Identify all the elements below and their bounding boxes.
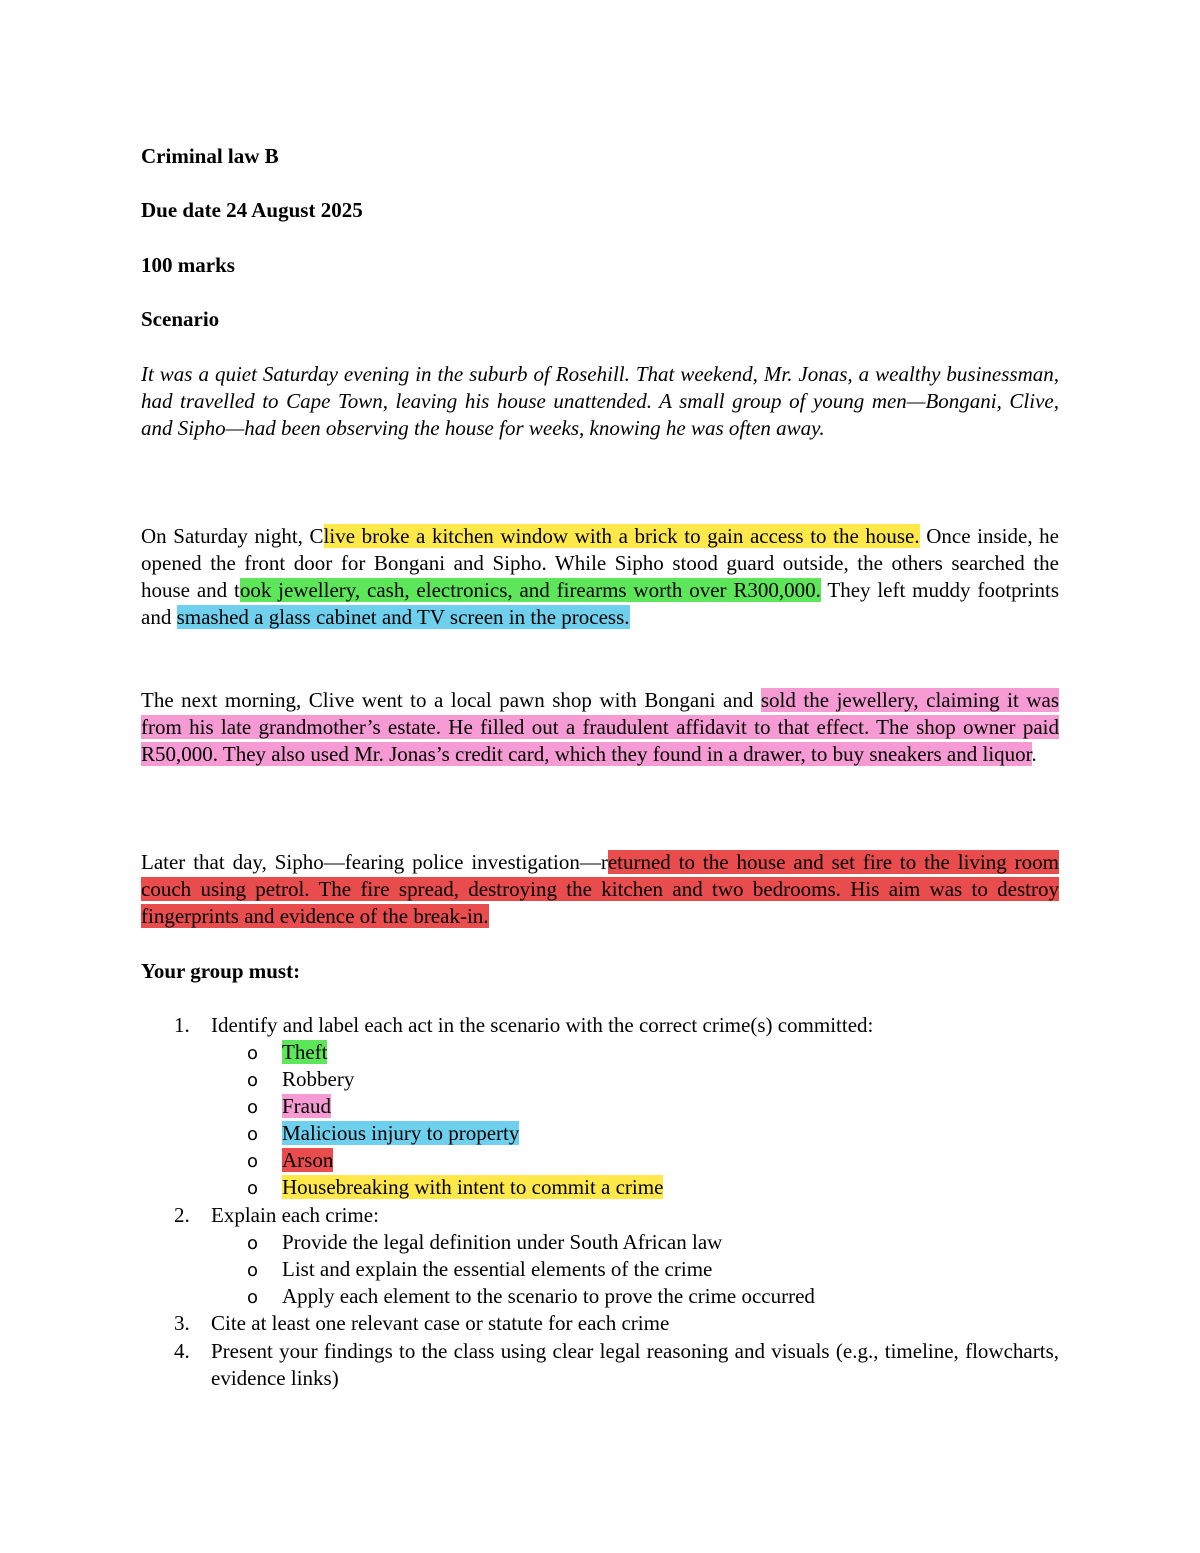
highlight-arson: eturned to the house and set fire to the living room couch using petrol. The fire spread, destroying the kitchen and two bedrooms. His aim was to destroy fingerprints and evidence of the break-in.: [141, 850, 1059, 928]
p3-text-1: Later that day, Sipho—fearing police investigation—r: [141, 850, 608, 874]
highlight-fraud: sold the jewellery, claiming it was from his late grandmother’s estate. He filled out a fraudulent affidavit to that effect. The shop owner paid R50,000. They also used Mr. Jonas’s credit card, which they found in a drawer, to buy sneakers and liquor: [141, 688, 1059, 766]
bullet-icon: o: [247, 1287, 259, 1308]
subtask-apply: Apply each element to the scenario to prove the crime occurred: [282, 1284, 815, 1308]
scenario-intro: It was a quiet Saturday evening in the suburb of Rosehill. That weekend, Mr. Jonas, a wealthy businessman, had travelled to Cape Town, leaving his house unattended. A small group of young men—Bongani, Clive, and Sipho—had been observing the house for weeks, knowing he was often away.: [141, 362, 1059, 440]
subtask-elements: List and explain the essential elements of the crime: [282, 1257, 713, 1281]
highlight-malicious-injury: smashed a glass cabinet and TV screen in the process.: [176, 605, 630, 629]
bullet-icon: o: [247, 1070, 259, 1091]
bullet-icon: o: [247, 1260, 259, 1281]
bullet-icon: o: [247, 1097, 259, 1118]
bullet-icon: o: [247, 1124, 259, 1145]
bullet-icon: o: [247, 1178, 259, 1199]
paragraph-pawn-shop: [141, 687, 1059, 768]
list-number: 1.: [174, 1013, 190, 1037]
tasks-heading: Your group must:: [141, 959, 301, 983]
bullet-icon: o: [247, 1151, 259, 1172]
crime-theft: Theft: [282, 1040, 328, 1064]
list-number: 3.: [174, 1311, 190, 1335]
bullet-icon: o: [247, 1043, 259, 1064]
bullet-icon: o: [247, 1233, 259, 1254]
p1-text-2: Once inside, he opened the front door for Bongani and Sipho. While Sipho stood guard outside, the others searched the house and t: [141, 524, 1059, 602]
crime-arson: Arson: [282, 1148, 334, 1172]
list-number: 2.: [174, 1203, 190, 1227]
p2-text-1: The next morning, Clive went to a local pawn shop with Bongani and: [141, 688, 761, 712]
total-marks: 100 marks: [141, 253, 235, 277]
p1-text-1: On Saturday night, C: [141, 524, 324, 548]
task-present: Present your findings to the class using clear legal reasoning and visuals (e.g., timeline, flowcharts, evidence links): [211, 1339, 1059, 1390]
subtask-definition: Provide the legal definition under South African law: [282, 1230, 723, 1254]
highlight-housebreaking: live broke a kitchen window with a brick to gain access to the house.: [323, 524, 920, 548]
list-number: 4.: [174, 1339, 190, 1363]
crime-robbery: Robbery: [282, 1067, 355, 1091]
task-identify: Identify and label each act in the scenario with the correct crime(s) committed:: [211, 1013, 874, 1037]
scenario-heading: Scenario: [141, 307, 220, 331]
paragraph-arson: [141, 849, 1059, 930]
crime-housebreaking: Housebreaking with intent to commit a crime: [282, 1175, 664, 1199]
paragraph-break-in: [141, 523, 1059, 631]
course-title: Criminal law B: [141, 144, 279, 168]
highlight-theft: ook jewellery, cash, electronics, and firearms worth over R300,000.: [239, 578, 821, 602]
crime-malicious-injury: Malicious injury to property: [282, 1121, 520, 1145]
due-date: Due date 24 August 2025: [141, 198, 363, 222]
task-cite: Cite at least one relevant case or statute for each crime: [211, 1311, 670, 1335]
p1-text-3: They left muddy footprints and: [141, 578, 1060, 629]
p2-text-2: .: [1031, 742, 1037, 766]
task-explain: Explain each crime:: [211, 1203, 379, 1227]
crime-fraud: Fraud: [282, 1094, 331, 1118]
